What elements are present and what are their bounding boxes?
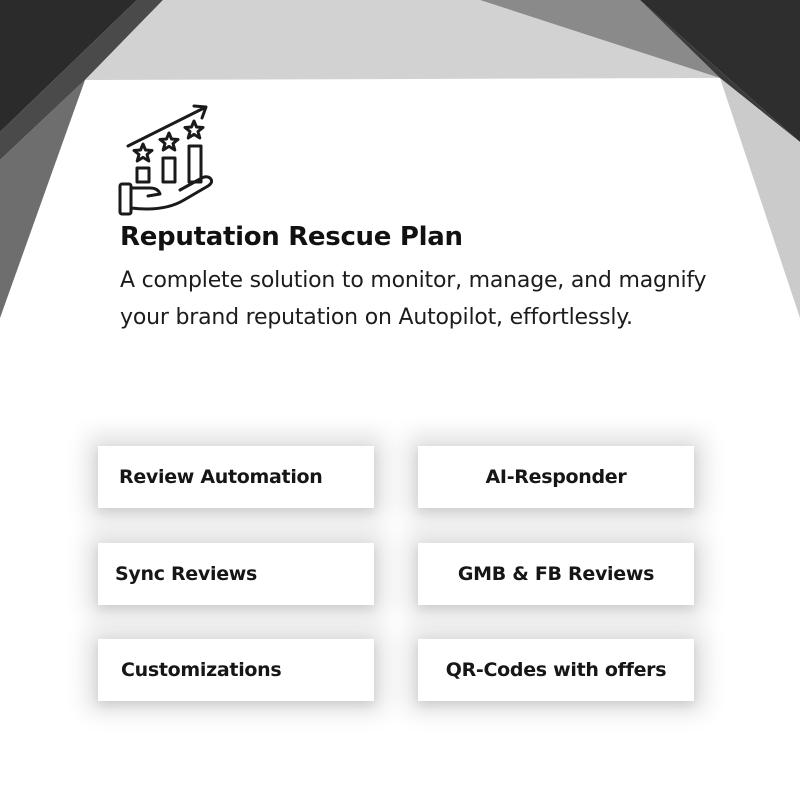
- feature-ai-responder: AI-Responder: [418, 446, 694, 508]
- feature-review-automation: Review Automation: [98, 446, 374, 508]
- feature-gmb-fb-reviews: GMB & FB Reviews: [418, 543, 694, 605]
- feature-customizations: Customizations: [98, 639, 374, 701]
- feature-qr-codes-offers: QR-Codes with offers: [418, 639, 694, 701]
- plan-title: Reputation Rescue Plan: [120, 222, 463, 252]
- plan-description: A complete solution to monitor, manage, and magnify your brand reputation on Autopilot, effortlessly.: [120, 268, 707, 330]
- feature-sync-reviews: Sync Reviews: [98, 543, 374, 605]
- hand-rising-stars-chart-icon: [114, 100, 218, 220]
